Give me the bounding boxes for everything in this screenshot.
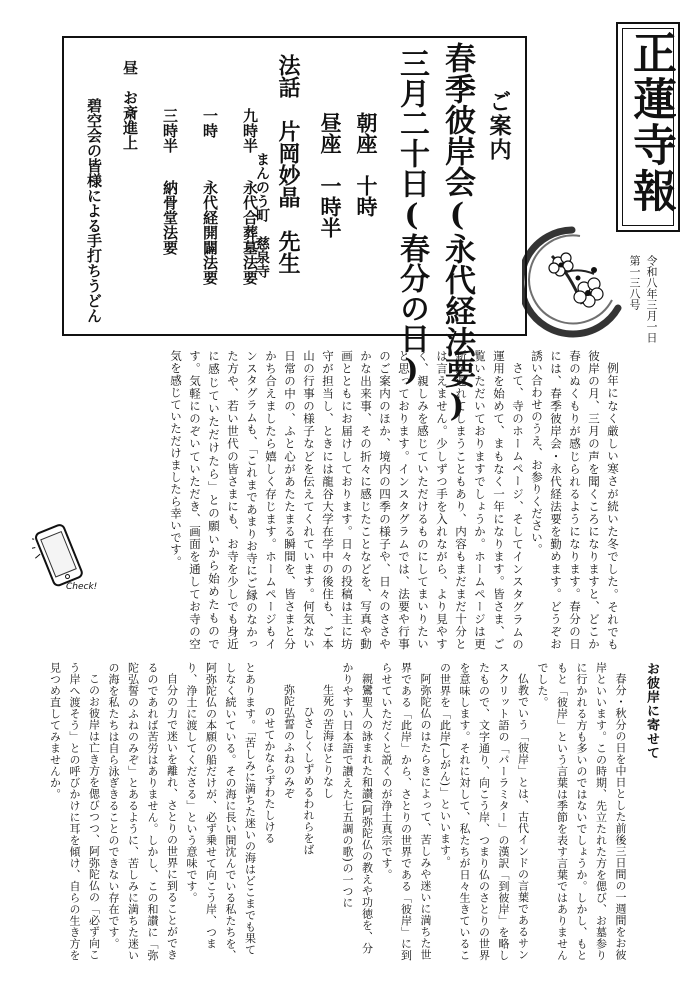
notice-lunch-text: 碧空会の皆様による手打ちうどん	[85, 98, 103, 323]
masthead	[616, 22, 680, 232]
greeting-paragraph: 例年になく厳しい寒さが続いた冬でした。それでも彼岸の月、三月の声を聞くころになりますと、どこか春のぬくもりが感じられるようになります。春分の日には、春季彼岸会・永代経法要を勤めます。どうぞお誘い合わせのうえ、お参りください。	[530, 350, 620, 650]
higan-paragraph: とあります。「苦しみに満ちた迷いの海はどこまでも果てしなく続いている。その海に長い間沈んでいる私たちを、阿弥陀仏の本願の船だけが、必ず乗せて向こう岸、つまり、浄土に渡してくださる」という意味です。	[185, 662, 257, 961]
verse-line: 弥陀弘誓のふねのみぞ	[282, 684, 296, 799]
homepage-paragraph: さて、寺のホームページ、そしてインスタグラムの運用を始めて、まもなく一年になります。皆さま、ご覧いただいておりますでしょうか。ホームページは更新が遅れてしまうこともあり、内容もまだまだ十分とは言えません。少しずつ手を入れながら、より見やすく、親しみを感じていただけるものにしてまいりたいと思っております。インスタグラムでは、法要や行事のご案内のほか、境内の四季の様子や、日々のささやかな出来事、その折々に感じたことなどを、写真や動画とともにお届けしております。日々の投稿は主に坊守が担当し、ときには龍谷大学在学中の後住も、ご本山の行事の様子などを伝えてくれています。何気ない日常の中の、ふと心があたたまる瞬間を、皆さまと分かち合えましたら嬉しく存じます。ホームページもインスタグラムも、「これまであまりお寺にご縁のなかった方や、若い世代の皆さまにも、お寺を少しでも身近に感じていただけたら」との願いから始めたものです。気軽にのぞいていただき、画面を通してお寺の空気を感じていただけましたら幸いです。	[169, 350, 525, 650]
higan-paragraph: このお彼岸は亡き方を偲びつつ、阿弥陀仏の「必ず向こう岸へ渡そう」との呼びかけに耳を傾け、自らの生き方を見つめ直してみませんか。	[48, 662, 101, 961]
notice-speaker: 法話 片岡妙晶 先生	[275, 54, 301, 274]
schedule-time: 九時半	[241, 108, 259, 153]
higan-paragraph: 仏教でいう「彼岸」とは、古代インドの言葉であるサンスクリット語の「パーラミター」の漢訳「到彼岸」を略したもので、文字通り、向こう岸、つまり仏のさとりの世界を意味します。それに対して、私たちが日々生きているこの世界を「此岸(しがん)」といいます。	[438, 662, 530, 961]
notice-event: 春季彼岸会(永代経法要)	[439, 42, 475, 424]
higan-heading: お彼岸に寄せて	[644, 662, 659, 760]
notice-lunch-label: 昼 お斎進上	[121, 60, 139, 150]
main-article	[62, 350, 622, 650]
issue-date: 令和八年三月一日	[645, 255, 658, 343]
verse-line: 生死の苦海ほとりなし	[321, 684, 335, 799]
notice-date: 三月二十日(春分の日)	[394, 48, 429, 388]
notice-afternoon: 昼座 一時半	[318, 112, 343, 238]
notice-heading: ご案内	[486, 90, 512, 162]
notice-temple: まんのう町 慈泉寺	[254, 152, 270, 278]
masthead-title: 正蓮寺報	[625, 30, 676, 214]
schedule-time: 一時	[201, 108, 219, 138]
higan-paragraph: 阿弥陀仏のはたらきによって、苦しみや迷いに満ちた世界である「此岸」から、さとりの世界である「彼岸」に到らせていただくと説くのが浄土真宗です。	[380, 662, 432, 961]
issue-number: 第一三八号	[628, 255, 641, 310]
schedule-time: 三時半	[161, 108, 179, 153]
notice-morning: 朝座 十時	[354, 112, 379, 217]
schedule-event: 納骨堂法要	[161, 180, 179, 255]
phone-check-label: Check!	[66, 582, 98, 592]
verse-line: ひさしくしずめるわれらをば	[302, 706, 315, 856]
schedule-event: 永代合葬墓法要	[241, 180, 259, 285]
schedule-event: 永代経開闢法要	[201, 180, 219, 285]
plum-blossom-illustration	[522, 226, 622, 341]
verse-line: のせてかならずわたしける	[263, 706, 276, 844]
higan-paragraph: 自分の力で迷いを離れ、さとりの世界に到ることができるのであれば苦労はありません。しかし、この和讃に「弥陀弘誓のふねのみぞ」とあるように、苦しみに満ちた迷いの海を私たちは自ら泳ぎきることのできない存在です。	[107, 662, 179, 961]
higan-paragraph: 親鸞聖人の詠まれた和讃(阿弥陀仏の教えや功徳を、分かりやすい日本語で讃えた七五調の歌)の一つに	[341, 662, 374, 954]
higan-article	[48, 662, 630, 962]
higan-paragraph: 春分・秋分の日を中日とした前後三日間の一週間をお彼岸といいます。この時期、先立たれた方を偲び、お墓参りに行かれる方も多いのではないでしょうか。しかし、もともと「彼岸」という言葉は季節を表す言葉ではありませんでした。	[536, 662, 627, 961]
